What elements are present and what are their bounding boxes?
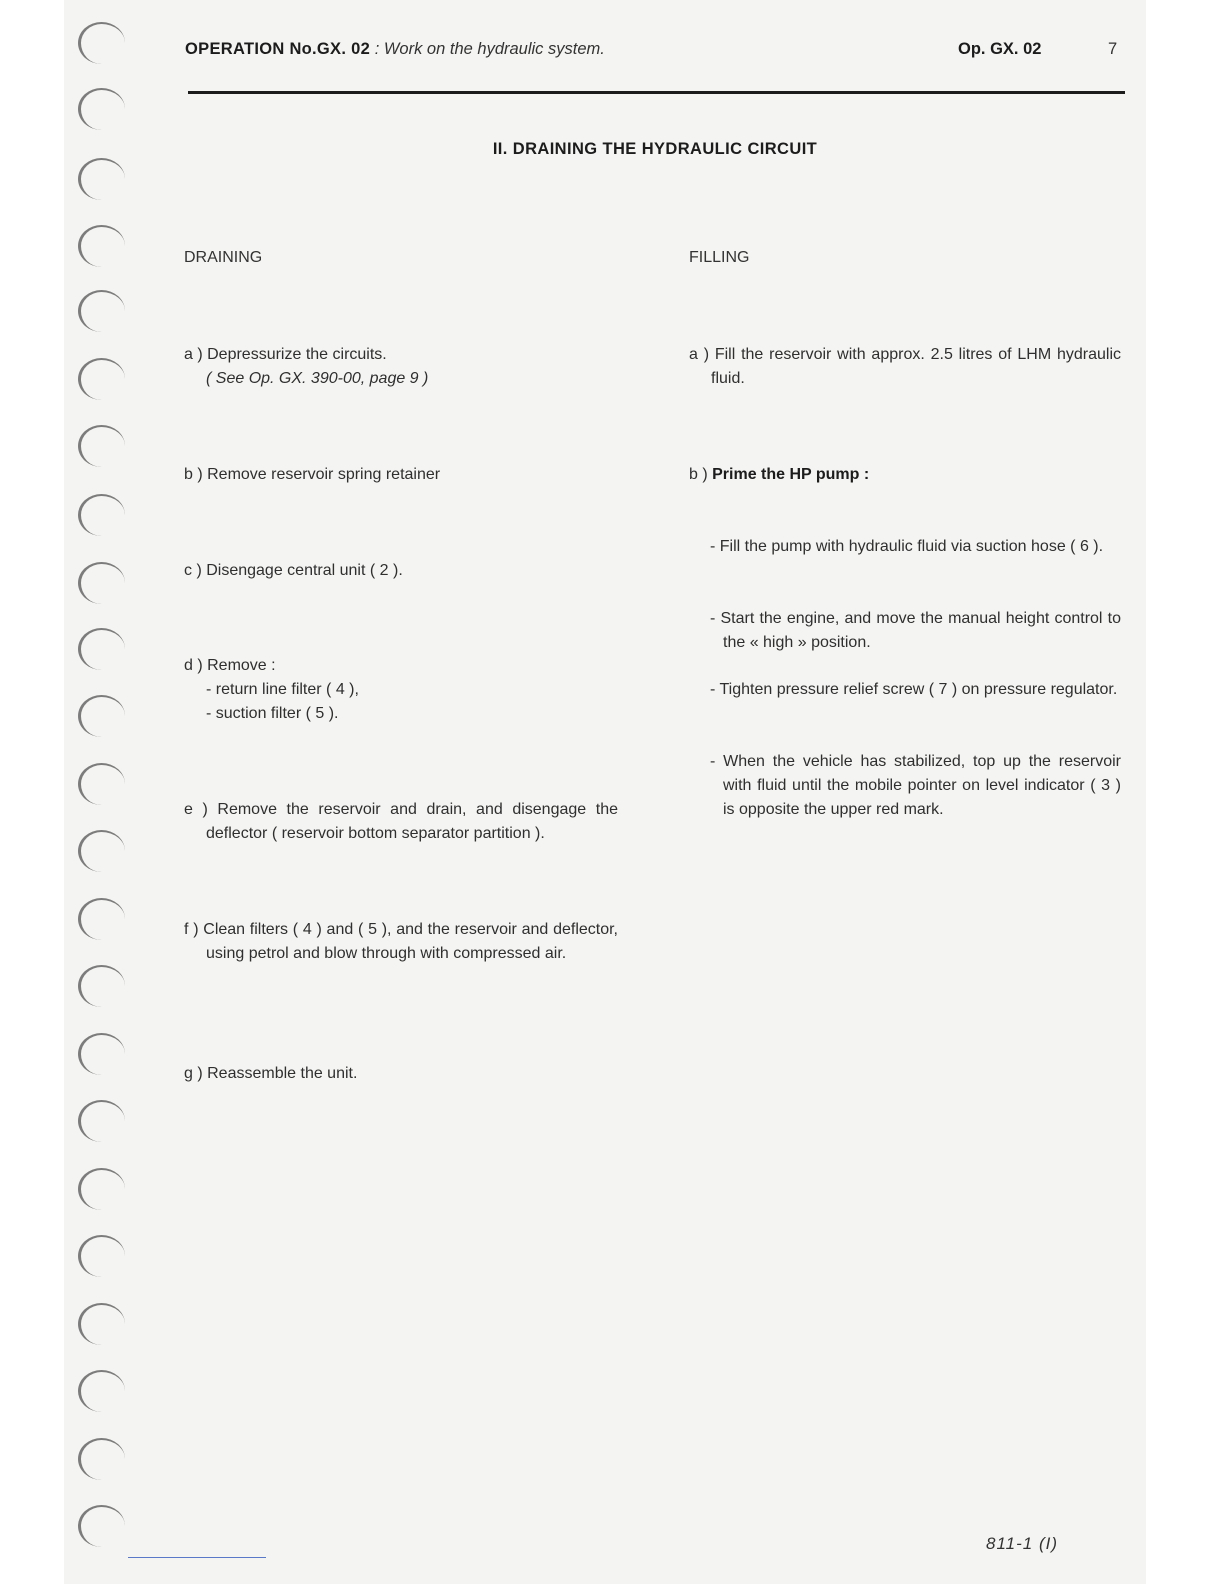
filling-step-b [689, 463, 1121, 487]
filling-substep-4: - When the vehicle has stabilized, top up the reservoir with fluid until the mobile pointer on level indicator ( 3 ) is opposite the upper red mark. [710, 753, 1121, 818]
binder-hole-icon [78, 1235, 125, 1277]
header-operation [185, 40, 605, 59]
binder-hole-icon [78, 22, 125, 64]
bottom-mark [128, 1557, 266, 1558]
draining-step-c: c ) Disengage central unit ( 2 ). [184, 562, 403, 579]
binder-hole-icon [78, 158, 125, 200]
binder-hole-icon [78, 965, 125, 1007]
draining-step-d-text: d ) Remove : [184, 657, 276, 674]
draining-step-d-item: - return line filter ( 4 ), [206, 681, 359, 698]
operation-label: OPERATION No.GX. 02 [185, 40, 371, 58]
draining-step-a-reference: ( See Op. GX. 390-00, page 9 ) [206, 370, 429, 387]
binder-hole-icon [78, 898, 125, 940]
draining-step-e: e ) Remove the reservoir and drain, and disengage the deflector ( reservoir bottom separator partition ). [184, 801, 618, 842]
draining-heading: DRAINING [184, 249, 263, 266]
draining-step-f: f ) Clean filters ( 4 ) and ( 5 ), and the reservoir and deflector, using petrol and blow through with compressed air. [184, 921, 618, 962]
filling-step-b-title: Prime the HP pump : [712, 466, 870, 483]
op-reference: Op. GX. 02 [958, 40, 1042, 58]
filling-step-b-prefix: b ) [689, 466, 708, 483]
filling-substep-2: - Start the engine, and move the manual height control to the « high » position. [710, 610, 1121, 651]
binder-hole-icon [78, 830, 125, 872]
binder-hole-icon [78, 695, 125, 737]
binder-hole-icon [78, 358, 125, 400]
binder-hole-icon [78, 425, 125, 467]
binder-hole-icon [78, 88, 125, 130]
binder-hole-icon [78, 1100, 125, 1142]
binder-hole-icon [78, 628, 125, 670]
binder-hole-icon [78, 1505, 125, 1547]
binder-hole-icon [78, 1438, 125, 1480]
header-rule [188, 91, 1125, 94]
document-code: 811-1 (I) [986, 1534, 1058, 1553]
binder-hole-icon [78, 290, 125, 332]
filling-substep-3: - Tighten pressure relief screw ( 7 ) on pressure regulator. [710, 681, 1118, 698]
binder-hole-icon [78, 562, 125, 604]
operation-description: : Work on the hydraulic system. [374, 40, 605, 58]
binder-hole-icon [78, 1168, 125, 1210]
draining-step-a [184, 343, 618, 391]
draining-step-d [184, 654, 618, 726]
binder-hole-icon [78, 763, 125, 805]
binder-hole-icon [78, 1303, 125, 1345]
filling-step-a: a ) Fill the reservoir with approx. 2.5 litres of LHM hydraulic fluid. [689, 346, 1121, 387]
draining-step-g: g ) Reassemble the unit. [184, 1065, 358, 1082]
binder-hole-icon [78, 225, 125, 267]
binder-hole-icon [78, 494, 125, 536]
draining-step-b: b ) Remove reservoir spring retainer [184, 466, 441, 483]
draining-step-d-item: - suction filter ( 5 ). [206, 705, 339, 722]
binder-hole-icon [78, 1370, 125, 1412]
page-number: 7 [1108, 40, 1118, 58]
draining-step-a-text: a ) Depressurize the circuits. [184, 346, 387, 363]
binder-hole-icon [78, 1033, 125, 1075]
section-title: II. DRAINING THE HYDRAULIC CIRCUIT [492, 140, 818, 158]
filling-heading: FILLING [689, 249, 750, 266]
filling-substep-1: - Fill the pump with hydraulic fluid via suction hose ( 6 ). [710, 538, 1104, 555]
